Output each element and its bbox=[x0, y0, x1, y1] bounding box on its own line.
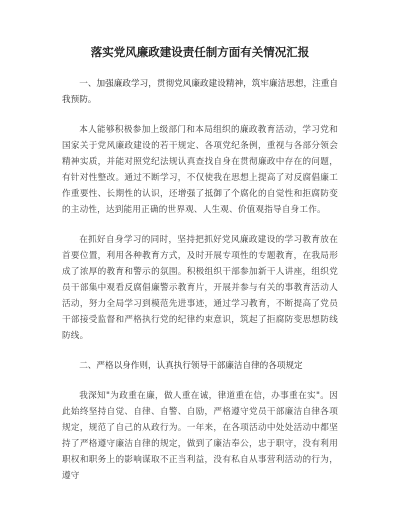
section-heading-2: 二、严格以身作则，认真执行领导干部廉洁自律的各项规定 bbox=[79, 361, 303, 371]
paragraph: 我深知"为政重在廉，做人重在诚，律道重在信，办事重在实"。因此始终坚持自觉、自律、自警、自励，严格遵守党员干部廉洁自律各项规定，规范了自己的从政行为。一年来，在各项活动中处处活动中都坚持了严格遵守廉洁自律的规定，做到了廉洁奉公，忠于职守，没有利用职权和职务上的影响谋取不正当利益，没有私自从事营利活动的行为，遵守 bbox=[62, 391, 338, 481]
paragraph: 本人能够积极参加上级部门和本局组织的廉政教育活动，学习党和国家关于党风廉政建设的若干规定、各项党纪条例，重视与各部分领会精神实质，并能对照党纪法规认真查找自身在贯彻廉政中存在的问题，有针对性整改。通过不断学习，不仅使我在思想上提高了对反腐倡廉工作重要性、长期性的认识，还增强了抵御了个腐化的自觉性和拒腐防变的主动性，达到能用正确的世界观、人生观、价值观指导自身工作。 bbox=[62, 125, 338, 215]
document-title: 落实党风廉政建设责任制方面有关情况汇报 bbox=[90, 45, 310, 59]
paragraph: 在抓好自身学习的同时，坚持把抓好党风廉政建设的学习教育放在首要位置，利用各种教育方式，及时开展专项性的专题教育，在我局形成了浓厚的教育和警示的氛围。积极组织干部参加新干人讲座，组织党员干部集中观看反腐倡廉警示教育片，开展并参与有关的事教育活动人活动，努力全局学习到模范先进事迹，通过学习教育，不断提高了党员干部接受监督和严格执行党的纪律约束意识，筑起了拒腐防变思想防线防线。 bbox=[62, 235, 338, 341]
section-heading-1: 一、加强廉政学习，贯彻党风廉政建设精神，筑牢廉洁思想，注重自我预防。 bbox=[62, 79, 338, 105]
